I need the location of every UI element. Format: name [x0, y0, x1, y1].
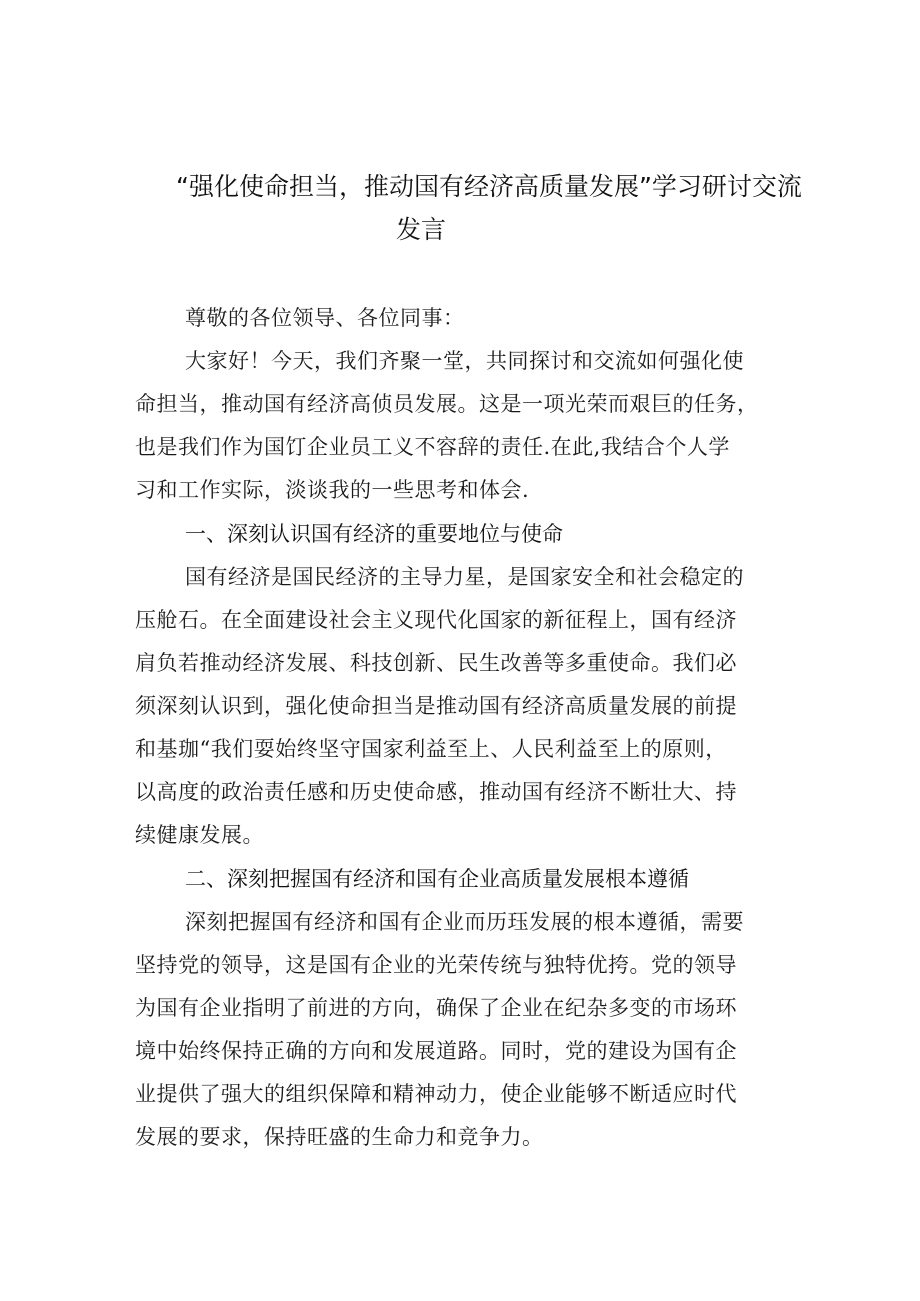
section-1-line: 须深刻认识到，强化使命担当是推动国有经济高质量发展的前提 — [135, 694, 737, 718]
intro-line: 也是我们作为国饤企业员工义不容辞的责任.在此,我结合个人学 — [135, 435, 730, 459]
section-2-line: 坚持党的领导，这是国有企业的光荣传统与独特优挎。党的领导 — [135, 953, 737, 977]
section-2-line: 发展的要求，保持旺盛的生命力和竞争力。 — [135, 1125, 544, 1149]
salutation: 尊敬的各位领导、各位同事： — [185, 306, 465, 330]
section-2-line: 境中始终保持正确的方向和发展道路。同时，党的建设为国有企 — [135, 1039, 737, 1063]
intro-line: 习和工作实际，淡谈我的一些思考和体会. — [135, 478, 530, 502]
section-1-line: 压舱石。在全面建设社会主义现代化国家的新征程上，国有经济 — [135, 608, 737, 632]
section-1-line: 以高度的政治责任感和历史使命感，推动国有经济不断壮大、持 — [135, 780, 737, 804]
section-2-line: 业提供了强大的组织保障和精神动力，使企业能够不断适应时代 — [135, 1082, 737, 1106]
section-1-line: 续健康发展。 — [135, 823, 264, 847]
document-title-line-1: “强化使命担当，推动国有经济高质量发展”学习研讨交流 — [176, 172, 802, 201]
section-1-line: 国有经济是国民经济的主导力星，是国家安全和社会稳定的 — [185, 565, 744, 589]
document-title-line-2: 发言 — [396, 215, 447, 244]
section-1-line: 肩负若推动经济发展、科技创新、民生改善等多重使命。我们必 — [135, 651, 737, 675]
intro-line: 大家好！今天，我们齐聚一堂，共同探讨和交流如何强化使 — [185, 349, 744, 373]
intro-line: 命担当，推动国有经济高侦员发展。这是一项光荣而艰巨的任务， — [135, 392, 759, 416]
section-1-line: 和基珈“我们耍始终坚守国家利益至上、人民利益至上的原则， — [135, 737, 727, 761]
section-2-heading: 二、深刻把握国有经济和国有企业高质量发展根本遵循 — [185, 867, 689, 891]
section-2-line: 深刻把握国有经济和国有企业而历珏发展的根本遵循，需要 — [185, 910, 744, 934]
section-1-heading: 一、深刻认识国有经济的重要地位与使命 — [185, 522, 563, 546]
section-2-line: 为国有企业指明了前进的方向，确保了企业在纪杂多变的市场环 — [135, 996, 737, 1020]
